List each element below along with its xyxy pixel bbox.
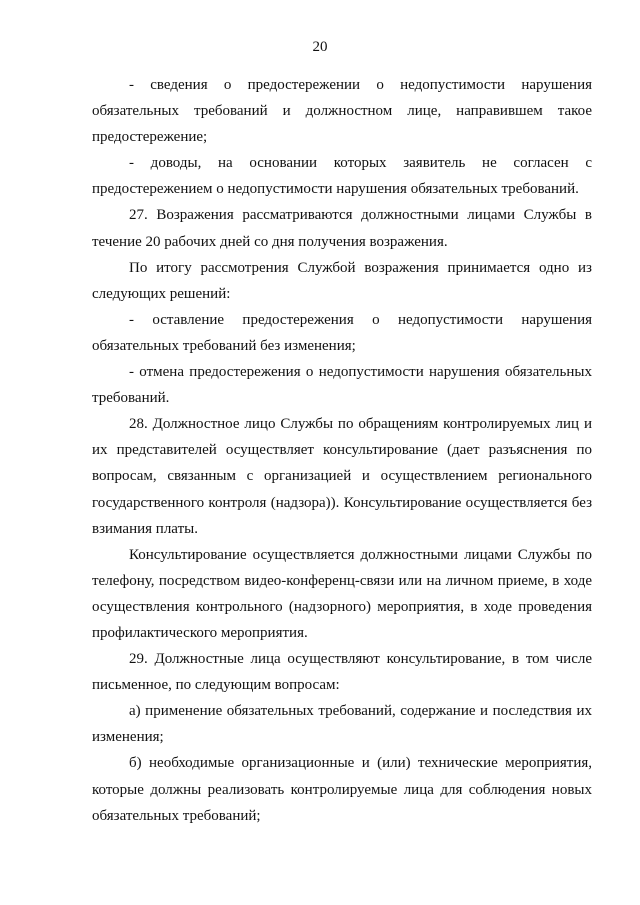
paragraph-decision-options-intro: По итогу рассмотрения Службой возражения принимается одно из следующих решений:: [92, 259, 592, 302]
paragraph-objection-content-warning: - сведения о предостережении о недопустимости нарушения обязательных требований и должностном лице, направившем такое предостережение;: [92, 77, 592, 146]
paragraph-29-consultation-topics: 29. Должностные лица осуществляют консультирование, в том числе письменное, по следующим вопросам:: [92, 651, 592, 694]
document-body: [92, 72, 592, 829]
paragraph-27-objection-review: 27. Возражения рассматриваются должностными лицами Службы в течение 20 рабочих дней со дня получения возражения.: [92, 207, 592, 250]
paragraph-decision-cancel: - отмена предостережения о недопустимости нарушения обязательных требований.: [92, 364, 592, 407]
page-number: 20: [312, 39, 328, 55]
paragraph-28-consultation: 28. Должностное лицо Службы по обращениям контролируемых лиц и их представителей осуществляет консультирование (дает разъяснения по вопросам, связанным с организацией и осуществлением регионального государственного контроля (надзора)). Консультирование осуществляется без взимания платы.: [92, 416, 592, 537]
paragraph-decision-keep: - оставление предостережения о недопустимости нарушения обязательных требований без изменения;: [92, 311, 592, 354]
paragraph-topic-b: б) необходимые организационные и (или) технические мероприятия, которые должны реализовать контролируемые лица для соблюдения новых обязательных требований;: [92, 755, 592, 824]
paragraph-consultation-channels: Консультирование осуществляется должностными лицами Службы по телефону, посредством видео-конференц-связи или на личном приеме, в ходе осуществления контрольного (надзорного) мероприятия, в ходе проведения профилактического мероприятия.: [92, 546, 592, 641]
paragraph-topic-a: а) применение обязательных требований, содержание и последствия их изменения;: [92, 703, 592, 746]
paragraph-objection-content-arguments: - доводы, на основании которых заявитель не согласен с предостережением о недопустимости нарушения обязательных требований.: [92, 155, 592, 198]
